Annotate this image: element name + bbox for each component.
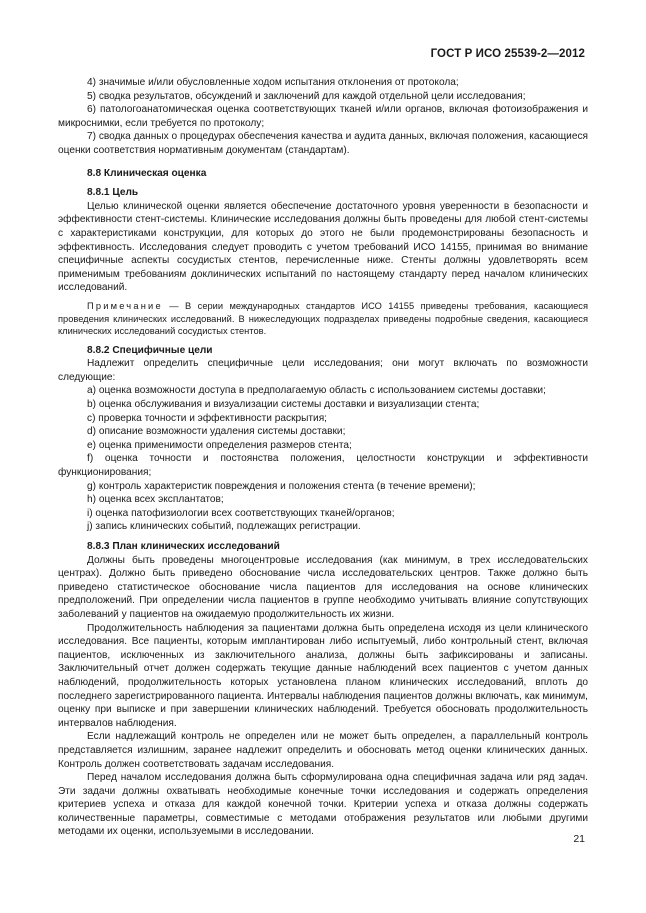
subsection-heading-8-8-3: 8.8.3 План клинических исследований bbox=[87, 541, 280, 552]
page-content bbox=[58, 76, 588, 839]
list-item: g) контроль характеристик повреждения и положения стента (в течение времени); bbox=[87, 480, 476, 492]
list-item: c) проверка точности и эффективности раскрытия; bbox=[87, 412, 327, 424]
paragraph: Надлежит определить специфичные цели исследования; они могут включать по возможности следующие: bbox=[58, 358, 588, 383]
paragraph: Целью клинической оценки является обеспечение достаточного уровня уверенности в безопасности и эффективности стент-системы. Клинические исследования должны быть проведены для любой стент-системы с характеристиками конструкции, для которых до этого не были продемонстрированы безопасность и эффективность. Исследования следует проводить с учетом требований ИСО 14155, принимая во внимание специфичные аспекты сосудистых стентов, перечисленные ниже. Стенты должны удовлетворять всем применимым требованиям доклинических испытаний по настоящему стандарту перед началом клинических исследований. bbox=[58, 200, 588, 294]
list-item: 7) сводка данных о процедурах обеспечения качества и аудита данных, включая положения, касающиеся оценки соответствия нормативным документам (стандартам). bbox=[58, 131, 588, 156]
subsection-heading-8-8-1: 8.8.1 Цель bbox=[87, 187, 139, 199]
list-item: 4) значимые и/или обусловленные ходом испытания отклонения от протокола; bbox=[87, 77, 459, 88]
note-label: Примечание bbox=[87, 300, 163, 311]
list-item: j) запись клинических событий, подлежащих регистрации. bbox=[87, 521, 361, 533]
page-number: 21 bbox=[573, 833, 585, 845]
list-item: f) оценка точности и постоянства положения, целостности конструкции и эффективности функционирования; bbox=[58, 453, 588, 479]
subsection-heading-8-8-2: 8.8.2 Специфичные цели bbox=[87, 344, 213, 356]
paragraph: Если надлежащий контроль не определен или не может быть определен, а параллельный контроль представляется излишним, заранее надлежит определить и обосновать метод оценки клинических данных. Контроль должен соответствовать задачам исследования. bbox=[58, 731, 588, 770]
list-item: e) оценка применимости определения размеров стента; bbox=[87, 439, 352, 451]
list-item: 6) патологоанатомическая оценка соответствующих тканей и/или органов, включая фотоизображения и микроснимки, если требуется по протоколу; bbox=[58, 104, 588, 129]
note-paragraph bbox=[58, 300, 588, 338]
list-item: d) описание возможности удаления системы доставки; bbox=[87, 426, 346, 438]
section-heading-8-8: 8.8 Клиническая оценка bbox=[87, 167, 207, 179]
list-item: a) оценка возможности доступа в предполагаемую область с использованием системы доставки; bbox=[87, 385, 546, 397]
document-number-header: ГОСТ Р ИСО 25539-2—2012 bbox=[430, 48, 585, 60]
list-item: h) оценка всех эксплантатов; bbox=[87, 494, 224, 506]
list-item: b) оценка обслуживания и визуализации системы доставки и визуализации стента; bbox=[87, 399, 480, 411]
note-text: — В серии международных стандартов ИСО 14155 приведены требования, касающиеся проведения клинических исследований. В нижеследующих подразделах приведены подробные сведения, касающиеся клинических исследований сосудистых стентов. bbox=[58, 300, 588, 337]
paragraph: Перед началом исследования должна быть сформулирована одна специфичная задача или ряд задач. Эти задачи должны охватывать необходимые конечные точки исследования и содержать определения критериев успеха и отказа для каждой конечной точки. Критерии успеха и отказа должны содержать количественные параметры, совместимые с методами отображения результатов или любыми другими методами их оценки, используемыми в исследовании. bbox=[58, 772, 588, 838]
paragraph: Должны быть проведены многоцентровые исследования (как минимум, в трех исследовательских центрах). Должно быть приведено обоснование числа исследовательских центров. Также должно быть приведено статистическое обоснование числа пациентов для исследования на основе клинических предположений. При определении числа пациентов в группе необходимо учитывать влияние сопутствующих заболеваний у пациентов на ожидаемую продолжительность их жизни. bbox=[58, 554, 588, 620]
list-item: 5) сводка результатов, обсуждений и заключений для каждой отдельной цели исследования; bbox=[87, 90, 526, 102]
list-item: i) оценка патофизиологии всех соответствующих тканей/органов; bbox=[87, 507, 395, 519]
paragraph: Продолжительность наблюдения за пациентами должна быть определена исходя из цели клинического исследования. Все пациенты, которым имплантирован либо испытуемый, либо контрольный стент, включая пациентов, исключенных из заключительного анализа, должны быть зафиксированы и записаны. Заключительный отчет должен содержать текущие данные наблюдений всех пациентов с учетом данных наблюдений, продолжительность которых установлена планом клинических исследований, вплоть до последнего зарегистрированного пациента. Интервалы наблюдения пациентов должны включать, как минимум, оценку при выписке и при завершении клинических наблюдений. Требуется обосновать продолжительность интервалов наблюдения. bbox=[58, 622, 588, 729]
